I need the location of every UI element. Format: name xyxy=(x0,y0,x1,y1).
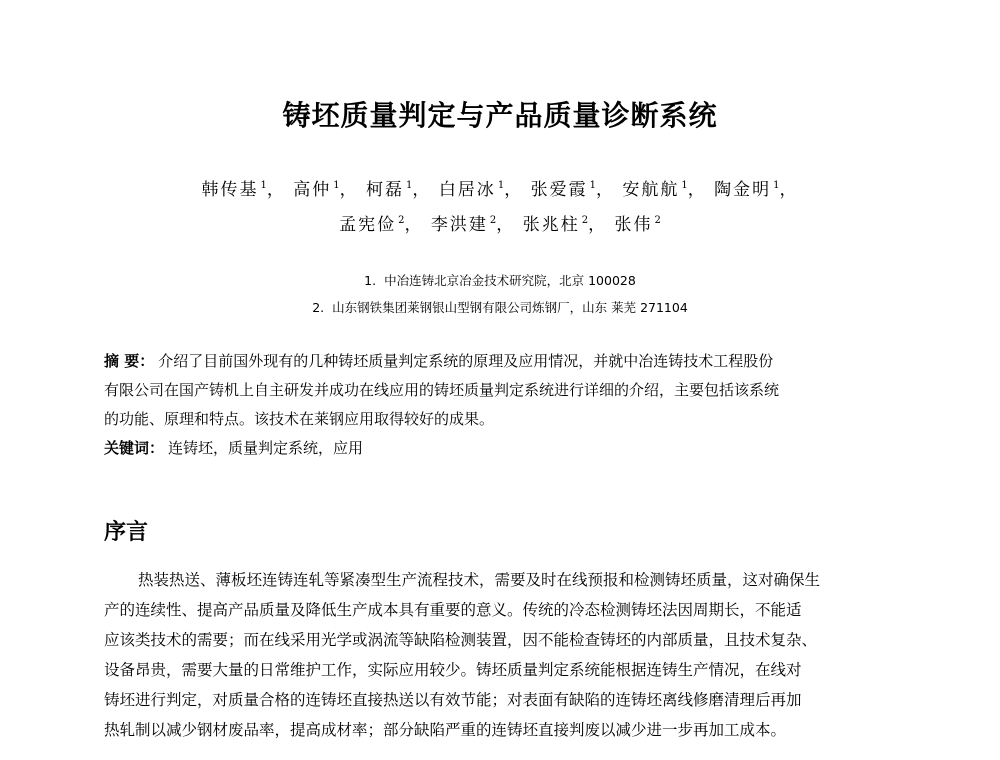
keywords-line xyxy=(104,434,914,463)
abstract-label: 摘 要： xyxy=(104,352,155,370)
author-affiliation-mark: 1 xyxy=(497,180,505,192)
author xyxy=(201,180,266,200)
author-affiliation-mark: 1 xyxy=(406,180,413,192)
affiliation-number: 2. xyxy=(312,300,325,315)
author-name: 安航航 xyxy=(622,180,680,200)
author-name: 张伟 xyxy=(614,215,653,235)
author-name: 陶金明 xyxy=(714,180,772,200)
author-affiliation-mark: 1 xyxy=(681,180,688,192)
affiliation-2 xyxy=(0,298,1000,316)
author-affiliation-mark: 2 xyxy=(489,215,497,227)
paragraph-line: 应该类技术的需要；而在线采用光学或涡流等缺陷检测装置，因不能检查铸坯的内部质量，且技术复杂、 xyxy=(104,631,818,649)
author-list-line-1: 韩传基 $^1$， 高仲 $^1$， 柯磊 $^1$， 白居冰 $^1$， 张爱霞 $^1$， 安航航 $^1$， 陶金明 $^1$， xyxy=(201,180,799,200)
paragraph-line: 热装热送、薄板坯连铸连轧等紧凑型生产流程技术，需要及时在线预报和检测铸坯质量，这对确保生 xyxy=(138,571,821,589)
affiliation-text: 中冶连铸北京冶金技术研究院，北京 100028 xyxy=(384,273,636,288)
abstract-block xyxy=(104,347,914,463)
abstract-line xyxy=(104,347,914,376)
abstract-line: 有限公司在国产铸机上自主研发并成功在线应用的铸坯质量判定系统进行详细的介绍，主要包括该系统 xyxy=(104,381,780,399)
keywords-label: 关键词： xyxy=(104,439,165,457)
author-name: 白居冰 xyxy=(438,180,496,200)
author xyxy=(431,215,496,235)
paragraph-line: 产的连续性、提高产品质量及降低生产成本具有重要的意义。传统的冷态检测铸坯法因周期长，不能适 xyxy=(104,601,802,619)
author-name: 柯磊 xyxy=(366,180,405,200)
author-name: 张兆柱 xyxy=(522,215,580,235)
author-affiliation-mark: 1 xyxy=(333,180,340,192)
affiliation-1 xyxy=(0,271,1000,289)
author-affiliation-mark: 2 xyxy=(581,215,589,227)
affiliation-text: 山东钢铁集团莱钢银山型钢有限公司炼钢厂，山东 莱芜 271104 xyxy=(332,300,688,315)
author xyxy=(714,180,779,200)
author xyxy=(614,215,660,235)
author-affiliation-mark: 2 xyxy=(654,215,661,227)
paper-title: 铸坯质量判定与产品质量诊断系统 xyxy=(282,99,718,132)
author-name: 孟宪俭 xyxy=(339,215,397,235)
author xyxy=(523,215,588,235)
abstract-line: 的功能、原理和特点。该技术在莱钢应用取得较好的成果。 xyxy=(104,410,495,428)
author-name: 韩传基 xyxy=(201,180,259,200)
author-affiliation-mark: 1 xyxy=(589,180,596,192)
author xyxy=(439,180,504,200)
author-affiliation-mark: 1 xyxy=(260,180,267,192)
author-affiliation-mark: 1 xyxy=(773,180,780,192)
abstract-text: 介绍了目前国外现有的几种铸坯质量判定系统的原理及应用情况，并就中冶连铸技术工程股份 xyxy=(158,352,774,370)
author-list-line-2: 孟宪俭 $^2$， 李洪建 $^2$， 张兆柱 $^2$， 张伟 $^2$ xyxy=(339,215,661,235)
section-heading: 序言 xyxy=(104,520,149,545)
author-name: 李洪建 xyxy=(430,215,488,235)
keywords-text: 连铸坯，质量判定系统，应用 xyxy=(168,439,364,457)
author xyxy=(339,215,404,235)
author xyxy=(293,180,339,200)
paragraph-line: 铸坯进行判定，对质量合格的连铸坯直接热送以有效节能；对表面有缺陷的连铸坯离线修磨清理后再加 xyxy=(104,691,802,709)
author-name: 张爱霞 xyxy=(530,180,588,200)
body-paragraph xyxy=(104,565,914,745)
author xyxy=(366,180,412,200)
paragraph-line: 热轧制以减少钢材废品率，提高成材率；部分缺陷严重的连铸坯直接判废以减少进一步再加工成本。 xyxy=(104,721,787,739)
author xyxy=(622,180,687,200)
author xyxy=(531,180,596,200)
author-affiliation-mark: 2 xyxy=(398,215,405,227)
paragraph-line: 设备昂贵，需要大量的日常维护工作，实际应用较少。铸坯质量判定系统能根据连铸生产情况，在线对 xyxy=(104,661,802,679)
affiliation-number: 1. xyxy=(364,273,377,288)
author-name: 高仲 xyxy=(293,180,332,200)
